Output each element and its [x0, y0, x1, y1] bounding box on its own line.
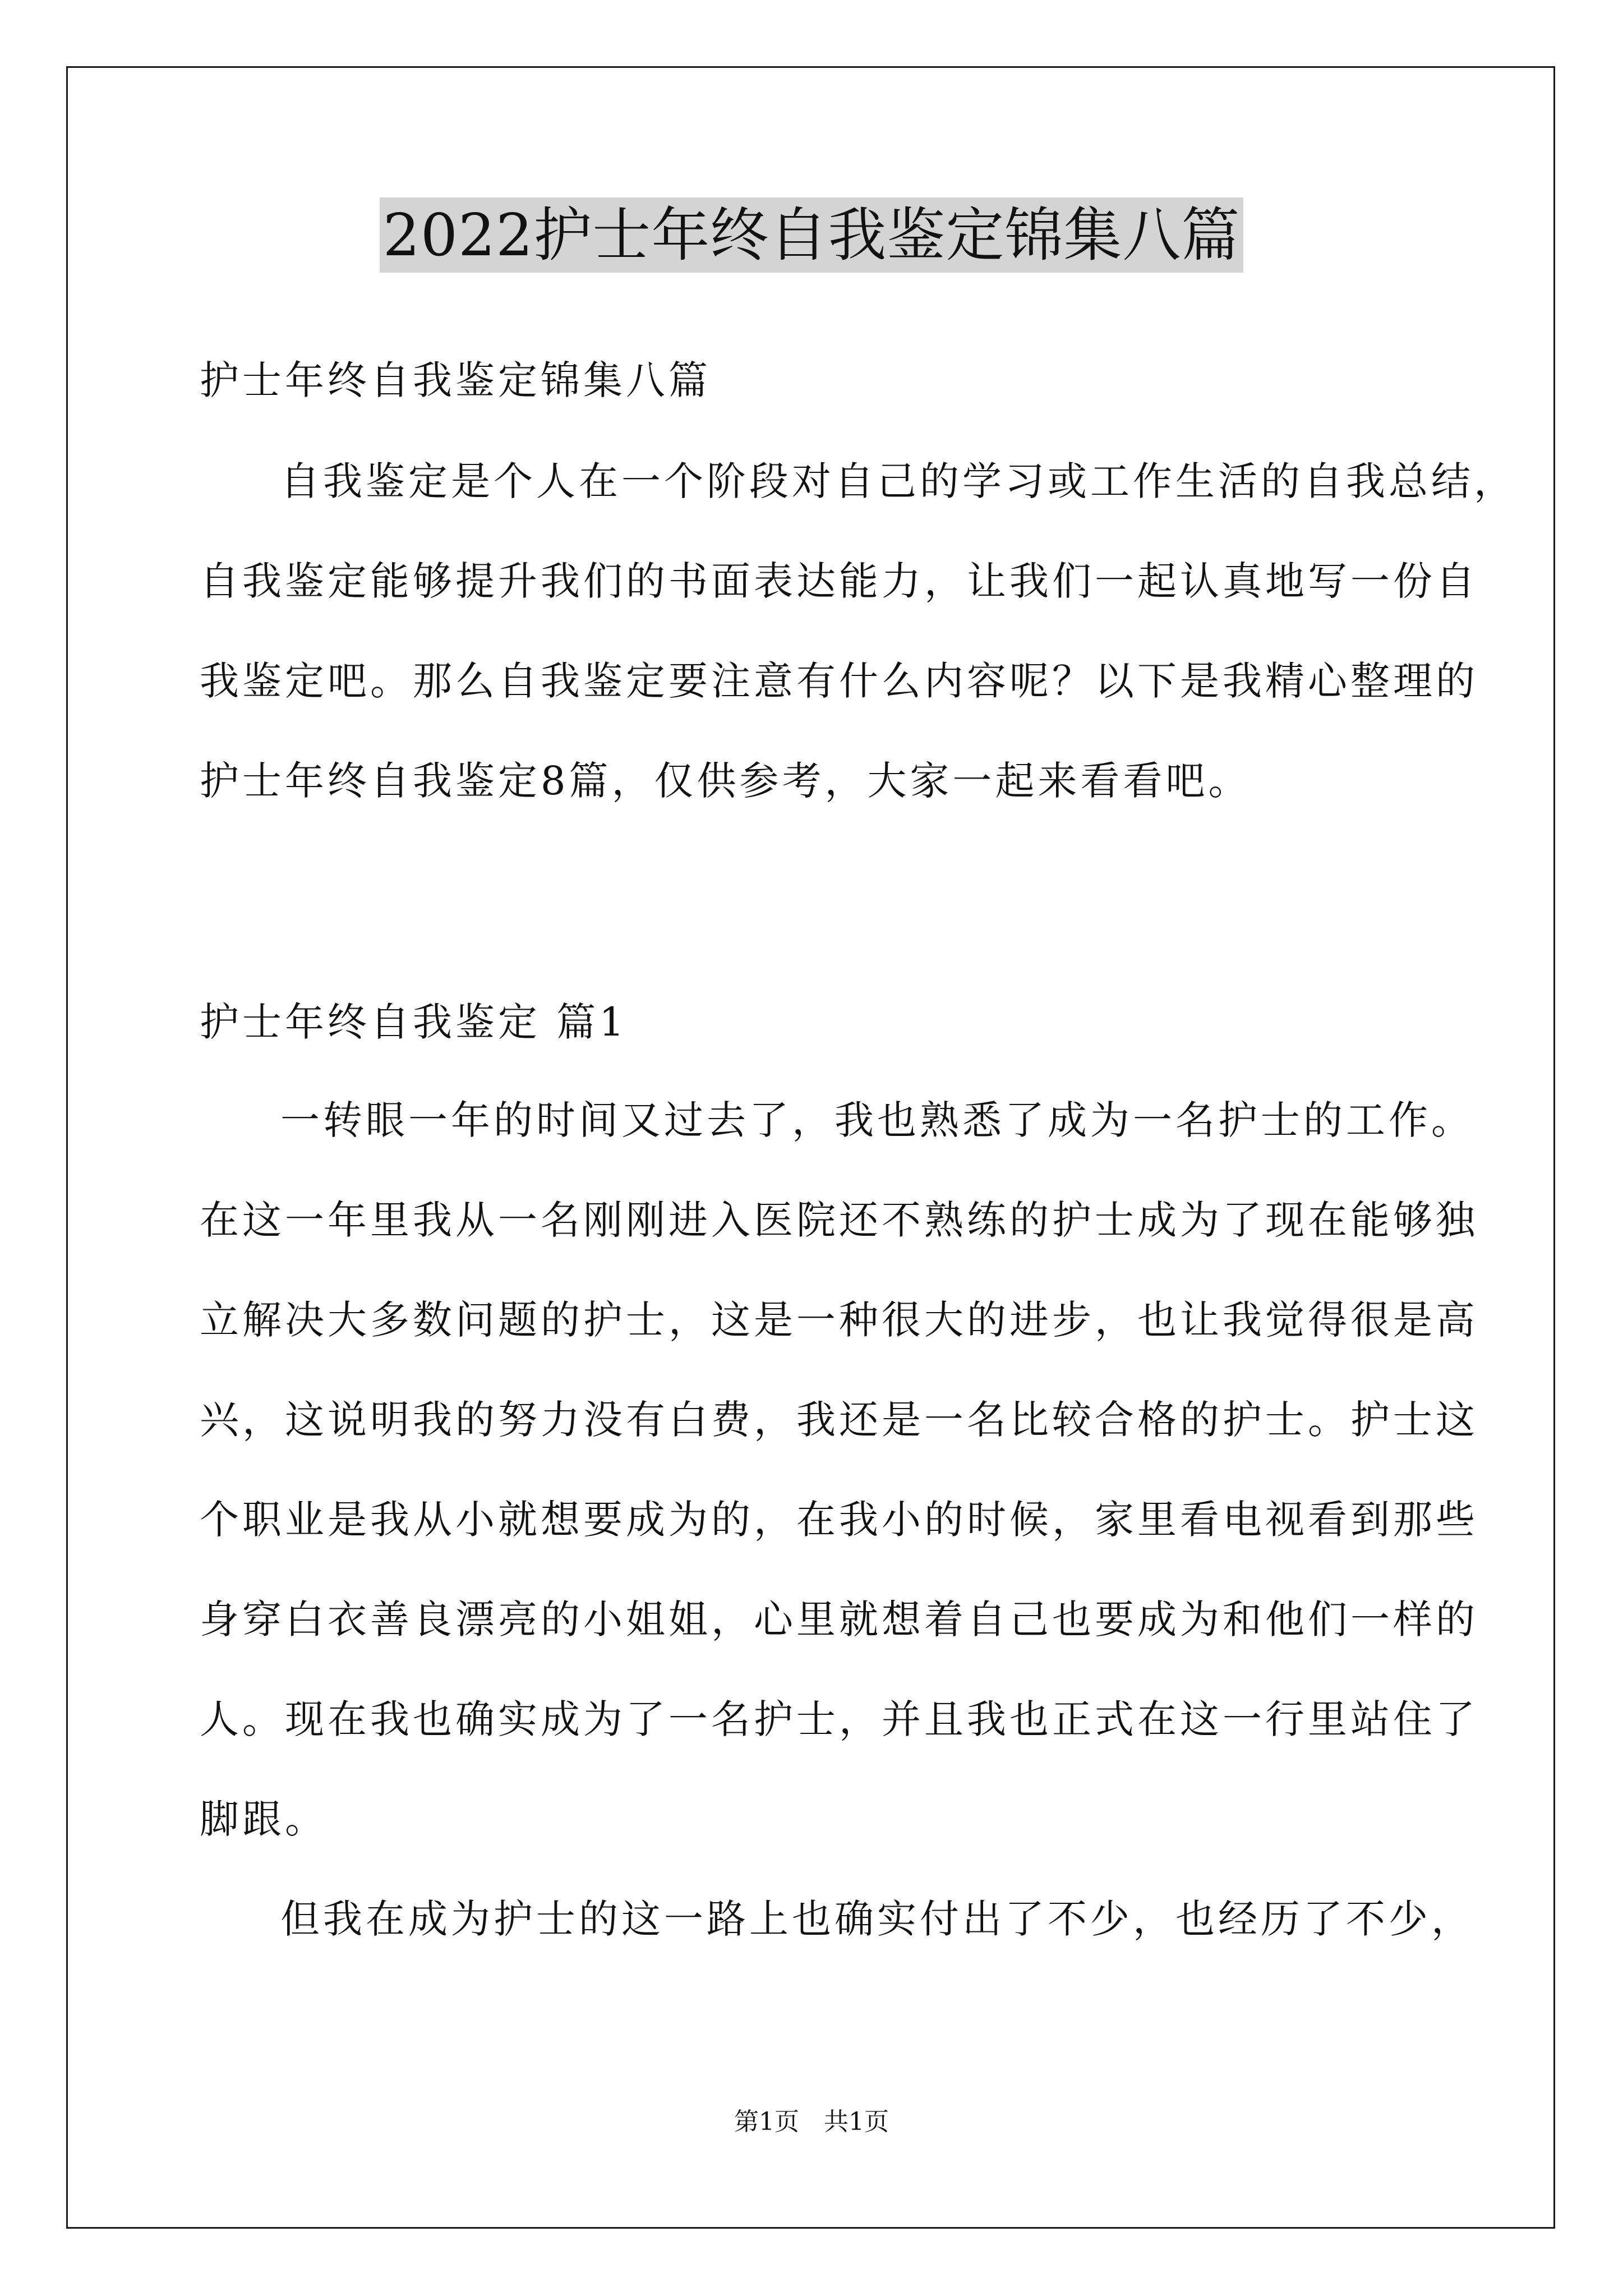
title-container	[0, 197, 1623, 273]
section-line: 身穿白衣善良漂亮的小姐姐，心里就想着自己也要成为和他们一样的	[200, 1596, 1478, 1642]
section-line: 立解决大多数问题的护士，这是一种很大的进步，也让我觉得很是高	[200, 1297, 1478, 1343]
intro-line: 护士年终自我鉴定8篇，仅供参考，大家一起来看看吧。	[200, 758, 1251, 804]
section-line: 兴，这说明我的努力没有白费，我还是一名比较合格的护士。护士这	[200, 1397, 1478, 1443]
section-heading: 护士年终自我鉴定 篇1	[200, 999, 628, 1045]
page-number-footer: 第1页 共1页	[734, 2108, 889, 2136]
subtitle: 护士年终自我鉴定锦集八篇	[200, 357, 711, 403]
document-title: 2022护士年终自我鉴定锦集八篇	[380, 197, 1244, 273]
paragraph-line: 但我在成为护士的这一路上也确实付出了不少，也经历了不少，	[280, 1896, 1474, 1942]
intro-line: 自我鉴定能够提升我们的书面表达能力，让我们一起认真地写一份自	[200, 558, 1478, 604]
section-line: 个职业是我从小就想要成为的，在我小的时候，家里看电视看到那些	[200, 1497, 1478, 1543]
section-line: 在这一年里我从一名刚刚进入医院还不熟练的护士成为了现在能够独	[200, 1197, 1478, 1243]
section-line: 人。现在我也确实成为了一名护士，并且我也正式在这一行里站住了	[200, 1696, 1478, 1742]
intro-line: 我鉴定吧。那么自我鉴定要注意有什么内容呢？以下是我精心整理的	[200, 658, 1478, 704]
section-line: 脚跟。	[200, 1796, 328, 1842]
section-line: 一转眼一年的时间又过去了，我也熟悉了成为一名护士的工作。	[280, 1097, 1474, 1143]
intro-line: 自我鉴定是个人在一个阶段对自己的学习或工作生活的自我总结，	[280, 458, 1516, 504]
